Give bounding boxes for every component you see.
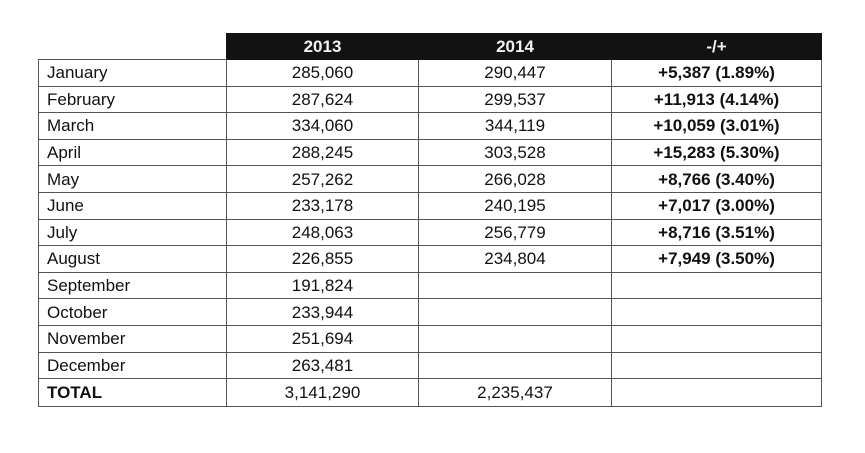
month-cell: June: [39, 192, 227, 219]
difference-cell: [612, 352, 822, 379]
month-cell: July: [39, 219, 227, 246]
value-2013-cell: 334,060: [227, 113, 419, 140]
difference-cell: +7,017 (3.00%): [612, 192, 822, 219]
month-cell: February: [39, 86, 227, 113]
monthly-comparison-table: [38, 33, 822, 407]
table-row: [39, 113, 822, 140]
total-2013-cell: 3,141,290: [227, 379, 419, 407]
table-row: [39, 219, 822, 246]
header-month-blank: [39, 34, 227, 60]
value-2013-cell: 226,855: [227, 246, 419, 273]
value-2013-cell: 287,624: [227, 86, 419, 113]
value-2013-cell: 288,245: [227, 139, 419, 166]
difference-cell: +7,949 (3.50%): [612, 246, 822, 273]
value-2014-cell: 299,537: [419, 86, 612, 113]
value-2014-cell: [419, 272, 612, 299]
month-cell: December: [39, 352, 227, 379]
month-cell: November: [39, 325, 227, 352]
value-2014-cell: 344,119: [419, 113, 612, 140]
month-cell: August: [39, 246, 227, 273]
month-cell: January: [39, 60, 227, 87]
header-row: [39, 34, 822, 60]
value-2013-cell: 285,060: [227, 60, 419, 87]
table-row: [39, 166, 822, 193]
table-row: [39, 352, 822, 379]
value-2013-cell: 248,063: [227, 219, 419, 246]
table-header: [39, 34, 822, 60]
value-2014-cell: [419, 325, 612, 352]
month-cell: March: [39, 113, 227, 140]
difference-cell: [612, 272, 822, 299]
value-2013-cell: 233,944: [227, 299, 419, 326]
difference-cell: +8,766 (3.40%): [612, 166, 822, 193]
total-2014-cell: 2,235,437: [419, 379, 612, 407]
value-2014-cell: [419, 299, 612, 326]
table-row: [39, 272, 822, 299]
value-2014-cell: 266,028: [419, 166, 612, 193]
difference-cell: +8,716 (3.51%): [612, 219, 822, 246]
month-cell: May: [39, 166, 227, 193]
month-cell: April: [39, 139, 227, 166]
value-2014-cell: 303,528: [419, 139, 612, 166]
table-row: [39, 325, 822, 352]
month-cell: September: [39, 272, 227, 299]
table-row: [39, 246, 822, 273]
table-row: [39, 299, 822, 326]
difference-cell: +15,283 (5.30%): [612, 139, 822, 166]
table-row: [39, 139, 822, 166]
value-2013-cell: 191,824: [227, 272, 419, 299]
value-2014-cell: 256,779: [419, 219, 612, 246]
difference-cell: [612, 325, 822, 352]
value-2014-cell: 240,195: [419, 192, 612, 219]
table-row: [39, 86, 822, 113]
difference-cell: +5,387 (1.89%): [612, 60, 822, 87]
value-2013-cell: 233,178: [227, 192, 419, 219]
header-2013: 2013: [227, 34, 419, 60]
difference-cell: +10,059 (3.01%): [612, 113, 822, 140]
value-2014-cell: 234,804: [419, 246, 612, 273]
value-2014-cell: [419, 352, 612, 379]
table-row: [39, 60, 822, 87]
value-2014-cell: 290,447: [419, 60, 612, 87]
month-cell: October: [39, 299, 227, 326]
value-2013-cell: 263,481: [227, 352, 419, 379]
header-2014: 2014: [419, 34, 612, 60]
table-row: [39, 192, 822, 219]
difference-cell: [612, 299, 822, 326]
total-row: [39, 379, 822, 407]
value-2013-cell: 257,262: [227, 166, 419, 193]
table-body: [39, 60, 822, 407]
header-difference: -/+: [612, 34, 822, 60]
value-2013-cell: 251,694: [227, 325, 419, 352]
total-label: TOTAL: [39, 379, 227, 407]
difference-cell: +11,913 (4.14%): [612, 86, 822, 113]
total-difference-cell: [612, 379, 822, 407]
comparison-table-container: [38, 33, 822, 407]
